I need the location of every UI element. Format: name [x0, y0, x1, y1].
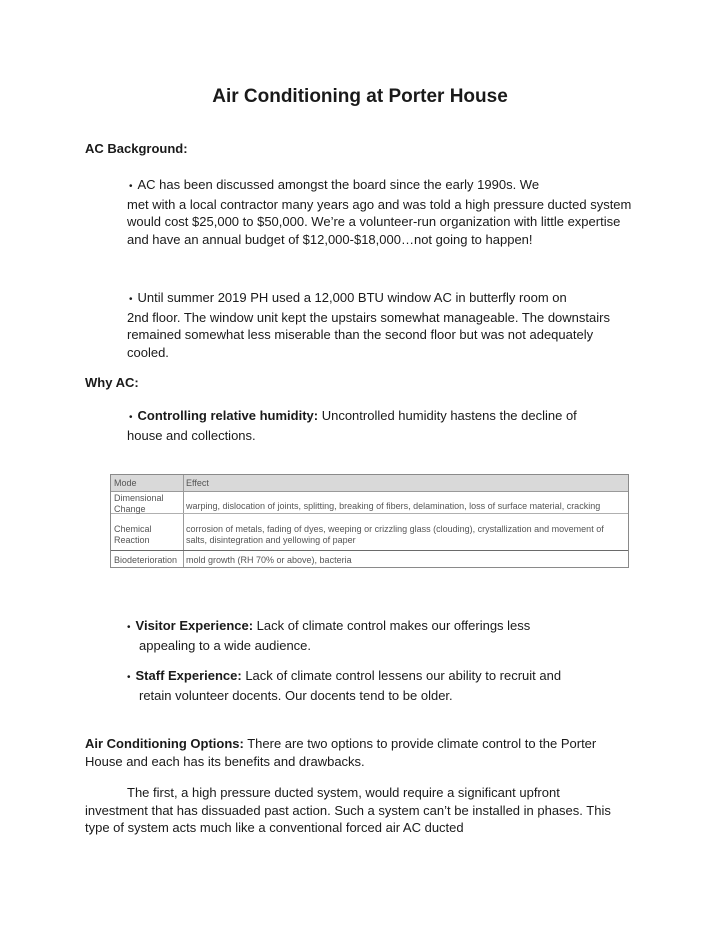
table-cell-effect: mold growth (RH 70% or above), bacteria — [186, 555, 352, 565]
visitor-text: Lack of climate control makes our offerings less — [253, 618, 531, 633]
humidity-text: Uncontrolled humidity hastens the decline of — [318, 408, 577, 423]
staff-bullet — [127, 667, 642, 704]
table-cell-mode: Dimensional Change — [114, 493, 164, 514]
bullet-icon: • — [129, 412, 133, 423]
bullet-2-continued: 2nd floor. The window unit kept the upstairs somewhat manageable. The downstairs remained somewhat less miserable than the second floor but was not adequately cooled. — [127, 309, 610, 360]
options-label: Air Conditioning Options: — [85, 736, 244, 751]
staff-continued: retain volunteer docents. Our docents tend to be older. — [139, 687, 453, 703]
table-cell-effect: corrosion of metals, fading of dyes, weeping or crizzling glass (clouding), crystallization and movement of salts, disintegration and yellowing of paper — [186, 524, 604, 545]
bullet-icon: • — [129, 181, 133, 192]
table-row-divider — [111, 513, 628, 514]
staff-text: Lack of climate control lessens our ability to recruit and — [241, 668, 562, 683]
table-row-divider — [111, 550, 628, 551]
bullet-2-first-line: Until summer 2019 PH used a 12,000 BTU window AC in butterfly room on — [137, 290, 567, 305]
options-text: There are two options to provide climate control to the Porter House and each has its benefits and drawbacks. — [85, 736, 597, 769]
visitor-continued: appealing to a wide audience. — [139, 637, 312, 653]
visitor-label: Visitor Experience: — [135, 618, 254, 633]
bullet-icon: • — [127, 672, 131, 683]
options-paragraph — [85, 735, 620, 770]
humidity-bullet — [127, 407, 642, 444]
ac-background-heading: AC Background: — [85, 141, 188, 156]
table-cell-effect: warping, dislocation of joints, splitting, breaking of fibers, delamination, loss of surface material, cracking — [186, 501, 601, 511]
bullet-1-first-line: AC has been discussed amongst the board since the early 1990s. We — [137, 177, 540, 192]
table-cell-mode: Chemical Reaction — [114, 524, 152, 545]
humidity-continued: house and collections. — [127, 427, 256, 443]
bullet-icon: • — [129, 294, 133, 305]
humidity-effects-table — [110, 474, 629, 568]
options-paragraph-2: The first, a high pressure ducted system, would require a significant upfront investment that has dissuaded past action. Such a system can’t be installed in phases. This type of system acts much like a conventional forced air AC ducted — [85, 785, 611, 835]
table-header-effect: Effect — [186, 478, 209, 488]
staff-label: Staff Experience: — [135, 668, 242, 683]
table-column-divider — [183, 475, 184, 567]
humidity-label: Controlling relative humidity: — [137, 408, 319, 423]
table-header-mode: Mode — [114, 478, 137, 488]
bullet-1-continued: met with a local contractor many years ago and was told a high pressure ducted system would cost $25,000 to $50,000. We’re a volunteer-run organization with little expertise and have an annual budget of $12,000-$18,000…not going to happen! — [127, 196, 632, 247]
page-title: Air Conditioning at Porter House — [212, 86, 508, 107]
visitor-bullet — [127, 617, 642, 654]
bullet-icon: • — [127, 622, 131, 633]
ac-background-bullet-2 — [127, 289, 632, 361]
ac-background-bullet-1 — [127, 176, 642, 248]
table-cell-mode: Biodeterioration — [114, 555, 178, 565]
why-ac-heading: Why AC: — [85, 375, 139, 390]
